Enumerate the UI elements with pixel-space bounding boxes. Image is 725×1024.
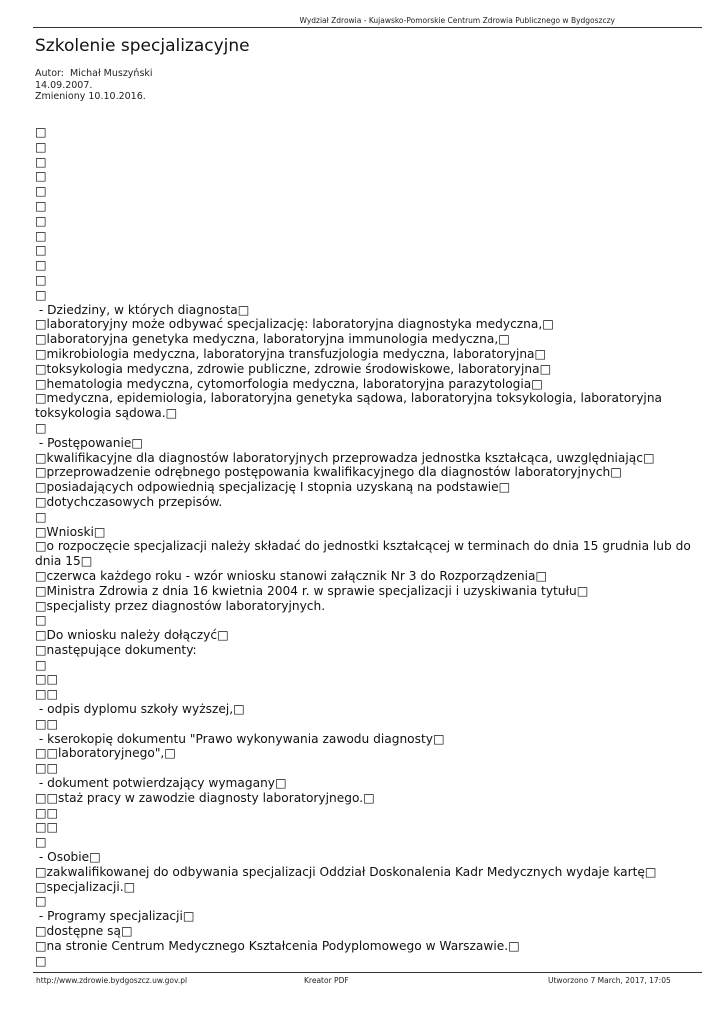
body-line: □Ministra Zdrowia z dnia 16 kwietnia 2004 r. w sprawie specjalizacji i uzyskiwania tytułu□ bbox=[35, 583, 589, 598]
body-line: □ bbox=[35, 420, 47, 435]
body-line: □ bbox=[35, 169, 47, 184]
page-header-text: Wydział Zdrowia - Kujawsko-Pomorskie Centrum Zdrowia Publicznego w Bydgoszczy bbox=[299, 16, 615, 25]
body-line: - Postępowanie□ bbox=[35, 435, 143, 450]
body-line: □ bbox=[35, 894, 47, 909]
body-line: □dostępne są□ bbox=[35, 924, 133, 939]
body-line: □□ bbox=[35, 716, 59, 731]
body-line: □toksykologia medyczna, zdrowie publiczne, zdrowie środowiskowe, laboratoryjna□ bbox=[35, 361, 552, 376]
body-line: □ bbox=[35, 139, 47, 154]
body-line: □ bbox=[35, 125, 47, 139]
body-line: - Dziedziny, w których diagnosta□ bbox=[35, 302, 250, 317]
body-line: □□staż pracy w zawodzie diagnosty laboratoryjnego.□ bbox=[35, 790, 375, 805]
body-line: □laboratoryjna genetyka medyczna, laboratoryjna immunologia medyczna,□ bbox=[35, 332, 510, 347]
body-line: □zakwalifikowanej do odbywania specjalizacji Oddział Doskonalenia Kadr Medycznych wydaje kartę□ bbox=[35, 864, 657, 879]
document-meta bbox=[35, 68, 153, 103]
body-line: □ bbox=[35, 835, 47, 850]
body-line: □przeprowadzenie odrębnego postępowania kwalifikacyjnego dla diagnostów laboratoryjnych□ bbox=[35, 465, 622, 480]
modified-line: Zmieniony 10.10.2016. bbox=[35, 91, 146, 102]
document-title: Szkolenie specjalizacyjne bbox=[35, 36, 250, 56]
body-line: □ bbox=[35, 272, 47, 287]
body-line: □ bbox=[35, 213, 47, 228]
body-line: □czerwca każdego roku - wzór wniosku stanowi załącznik Nr 3 do Rozporządzenia□ bbox=[35, 568, 547, 583]
body-line: □o rozpoczęcie specjalizacji należy składać do jednostki kształcącej w terminach do dnia 15 grudnia lub do dnia 15□ bbox=[35, 539, 695, 569]
author-line: Autor: Michał Muszyński bbox=[35, 68, 153, 79]
body-line: □ bbox=[35, 953, 47, 968]
body-line: □na stronie Centrum Medycznego Kształcenia Podyplomowego w Warszawie.□ bbox=[35, 938, 520, 953]
body-line: □Do wniosku należy dołączyć□ bbox=[35, 628, 229, 643]
footer-divider bbox=[33, 972, 702, 973]
body-line: □mikrobiologia medyczna, laboratoryjna transfuzjologia medyczna, laboratoryjna□ bbox=[35, 346, 547, 361]
body-line: □ bbox=[35, 657, 47, 672]
body-line: □ bbox=[35, 287, 47, 302]
document-body bbox=[35, 125, 695, 968]
body-line: □ bbox=[35, 198, 47, 213]
body-line: □□ bbox=[35, 820, 59, 835]
body-line: □□laboratoryjnego",□ bbox=[35, 746, 176, 761]
header-divider bbox=[33, 27, 702, 28]
body-line: □ bbox=[35, 258, 47, 273]
body-line: □specjalisty przez diagnostów laboratoryjnych. bbox=[35, 598, 326, 613]
date-line: 14.09.2007. bbox=[35, 79, 93, 91]
body-line: □posiadających odpowiednią specjalizację I stopnia uzyskaną na podstawie□ bbox=[35, 480, 511, 495]
body-line: - odpis dyplomu szkoły wyższej,□ bbox=[35, 702, 245, 717]
body-line: □kwalifikacyjne dla diagnostów laboratoryjnych przeprowadza jednostka kształcąca, uwzględniając□ bbox=[35, 450, 655, 465]
body-line: □ bbox=[35, 228, 47, 243]
body-line: □dotychczasowych przepisów. bbox=[35, 494, 223, 509]
body-line: - kserokopię dokumentu "Prawo wykonywania zawodu diagnosty□ bbox=[35, 731, 445, 746]
body-line: □ bbox=[35, 184, 47, 199]
body-line: □□ bbox=[35, 761, 59, 776]
body-line: □hematologia medyczna, cytomorfologia medyczna, laboratoryjna parazytologia□ bbox=[35, 376, 543, 391]
body-line: □ bbox=[35, 509, 47, 524]
body-line: - Programy specjalizacji□ bbox=[35, 909, 195, 924]
body-line: □specjalizacji.□ bbox=[35, 879, 136, 894]
footer-created-date: Utworzono 7 March, 2017, 17:05 bbox=[548, 976, 671, 985]
footer-generator: Kreator PDF bbox=[304, 976, 349, 985]
body-line: - dokument potwierdzający wymagany□ bbox=[35, 776, 287, 791]
body-line: □□ bbox=[35, 672, 59, 687]
footer-url-link[interactable]: http://www.zdrowie.bydgoszcz.uw.gov.pl bbox=[36, 976, 188, 985]
body-line: □następujące dokumenty: bbox=[35, 642, 197, 657]
body-line: □laboratoryjny może odbywać specjalizację: laboratoryjna diagnostyka medyczna,□ bbox=[35, 317, 554, 332]
body-line: □ bbox=[35, 613, 47, 628]
body-line: □medyczna, epidemiologia, laboratoryjna genetyka sądowa, laboratoryjna toksykologia, laboratoryjna toksykologia sądowa.□ bbox=[35, 391, 666, 421]
body-line: □□ bbox=[35, 805, 59, 820]
body-line: □ bbox=[35, 243, 47, 258]
body-line: □□ bbox=[35, 687, 59, 702]
body-line: □Wnioski□ bbox=[35, 524, 106, 539]
body-line: □ bbox=[35, 154, 47, 169]
body-line: - Osobie□ bbox=[35, 850, 101, 865]
